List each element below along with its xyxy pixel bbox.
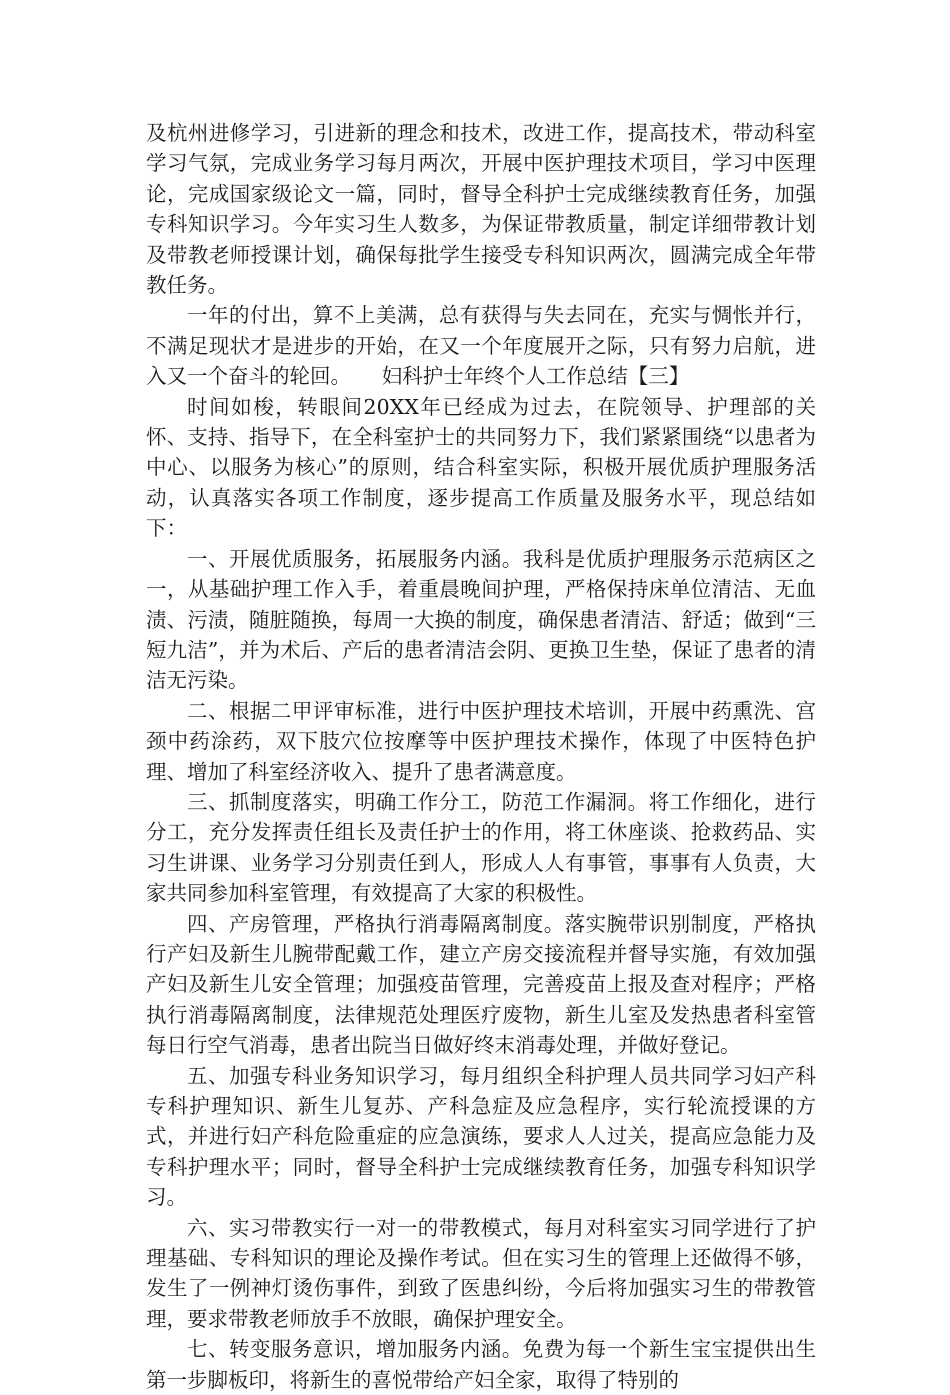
paragraph-item-5: 五、加强专科业务知识学习，每月组织全科护理人员共同学习妇产科专科护理知识、新生儿复苏、产科急症及应急程序，实行轮流授课的方式，并进行妇产科危险重症的应急演练，要求人人过关，提高应急能力及专科护理水平；同时，督导全科护士完成继续教育任务，加强专科知识学习。 xyxy=(146,1063,816,1210)
paragraph-item-6: 六、实习带教实行一对一的带教模式，每月对科室实习同学进行了护理基础、专科知识的理论及操作考试。但在实习生的管理上还做得不够，发生了一例神灯烫伤事件，到致了医患纠纷，今后将加强实习生的带教管理，要求带教老师放手不放眼，确保护理安全。 xyxy=(146,1215,816,1331)
paragraph-item-7: 七、转变服务意识，增加服务内涵。免费为每一个新生宝宝提供出生第一步脚板印，将新生的喜悦带给产妇全家，取得了特别的 xyxy=(146,1337,816,1392)
paragraph-item-1: 一、开展优质服务，拓展服务内涵。我科是优质护理服务示范病区之一，从基础护理工作入手，着重晨晚间护理，严格保持床单位清洁、无血渍、污渍，随脏随换，每周一大换的制度，确保患者清洁、舒适；做到“三短九洁”，并为术后、产后的患者清洁会阴、更换卫生垫，保证了患者的清洁无污染。 xyxy=(146,546,816,693)
paragraph-intro: 时间如梭，转眼间20XX年已经成为过去，在院领导、护理部的关怀、支持、指导下，在全科室护士的共同努力下，我们紧紧围绕“以患者为中心、以服务为核心”的原则，结合科室实际，积极开展优质护理服务活动，认真落实各项工作制度，逐步提高工作质量及服务水平，现总结如下： xyxy=(146,394,816,541)
paragraph-item-4: 四、产房管理，严格执行消毒隔离制度。落实腕带识别制度，严格执行产妇及新生儿腕带配戴工作，建立产房交接流程并督导实施，有效加强产妇及新生儿安全管理；加强疫苗管理，完善疫苗上报及查对程序；严格执行消毒隔离制度，法律规范处理医疗废物，新生儿室及发热患者科室管每日行空气消毒，患者出院当日做好终末消毒处理，并做好登记。 xyxy=(146,911,816,1058)
paragraph-closing: 一年的付出，算不上美满，总有获得与失去同在，充实与惆怅并行，不满足现状才是进步的开始，在又一个年度展开之际，只有努力启航，进入又一个奋斗的轮回。 妇科护士年终个人工作总结【三】 xyxy=(146,303,816,389)
document-body xyxy=(146,118,816,1395)
paragraph-item-2: 二、根据二甲评审标准，进行中医护理技术培训，开展中药熏洗、宫颈中药涂药，双下肢穴位按摩等中医护理技术操作，体现了中医特色护理、增加了科室经济收入、提升了患者满意度。 xyxy=(146,698,816,784)
paragraph-item-3: 三、抓制度落实，明确工作分工，防范工作漏洞。将工作细化，进行分工，充分发挥责任组长及责任护士的作用，将工休座谈、抢救药品、实习生讲课、业务学习分别责任到人，形成人人有事管，事事有人负责，大家共同参加科室管理，有效提高了大家的积极性。 xyxy=(146,789,816,906)
paragraph-continued: 及杭州进修学习，引进新的理念和技术，改进工作，提高技术，带动科室学习气氛，完成业务学习每月两次，开展中医护理技术项目，学习中医理论，完成国家级论文一篇，同时，督导全科护士完成继续教育任务，加强专科知识学习。今年实习生人数多，为保证带教质量，制定详细带教计划及带教老师授课计划，确保每批学生接受专科知识两次，圆满完成全年带教任务。 xyxy=(146,121,816,298)
